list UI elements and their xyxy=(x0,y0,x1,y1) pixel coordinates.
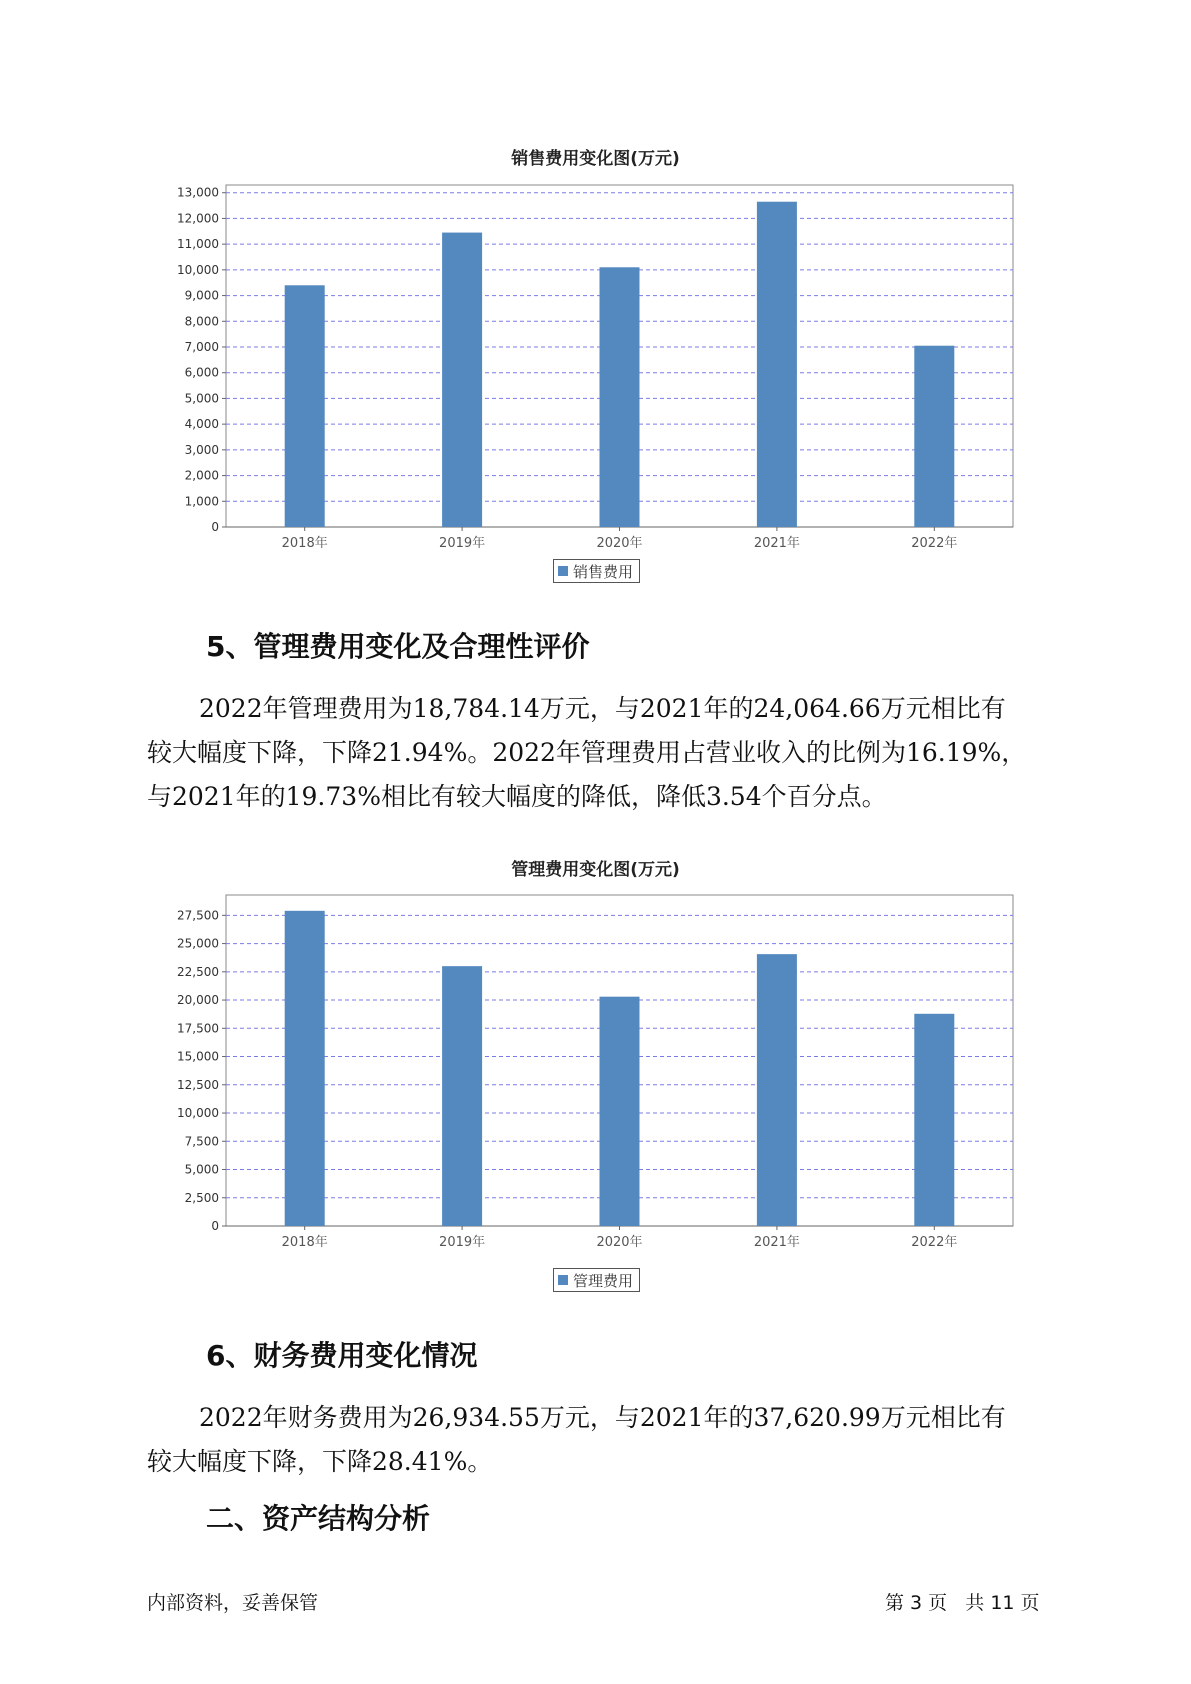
footer-page-number: 第 3 页 共 11 页 xyxy=(885,1592,1040,1614)
y-tick-label: 8,000 xyxy=(184,314,219,329)
y-tick-label: 2,500 xyxy=(184,1190,219,1205)
footer-confidential: 内部资料，妥善保管 xyxy=(147,1592,319,1614)
y-tick-label: 1,000 xyxy=(184,494,219,509)
paragraph-line: 较大幅度下降，下降21.94%。2022年管理费用占营业收入的比例为16.19%， xyxy=(147,738,1027,767)
x-tick-label: 2018年 xyxy=(281,536,328,551)
section-6-heading: 6、财务费用变化情况 xyxy=(206,1339,478,1372)
bar xyxy=(442,233,482,527)
admin-expense-chart xyxy=(0,880,1191,1250)
paragraph-line: 较大幅度下降，下降28.41%。 xyxy=(147,1447,493,1476)
y-tick-label: 27,500 xyxy=(177,908,219,923)
bar xyxy=(442,966,482,1226)
y-tick-label: 9,000 xyxy=(184,288,219,303)
chart-title-admin: 管理费用变化图(万元) xyxy=(511,860,680,880)
bar xyxy=(914,1014,954,1226)
x-tick-label: 2018年 xyxy=(281,1235,328,1250)
y-tick-label: 10,000 xyxy=(177,1106,219,1121)
x-tick-label: 2021年 xyxy=(753,1235,800,1250)
section-5-paragraph xyxy=(147,687,1047,819)
part-2-heading: 二、资产结构分析 xyxy=(206,1502,431,1535)
sales-expense-chart xyxy=(0,0,1191,560)
bar xyxy=(914,346,954,527)
chart-legend-sales xyxy=(553,559,640,583)
bar xyxy=(757,954,797,1226)
x-tick-label: 2020年 xyxy=(596,536,643,551)
x-tick-label: 2021年 xyxy=(753,536,800,551)
y-tick-label: 6,000 xyxy=(184,365,219,380)
bar xyxy=(757,202,797,527)
legend-label: 管理费用 xyxy=(573,1271,634,1290)
y-tick-label: 7,500 xyxy=(184,1134,219,1149)
section-5-heading: 5、管理费用变化及合理性评价 xyxy=(206,630,590,663)
y-tick-label: 22,500 xyxy=(177,964,219,979)
y-tick-label: 3,000 xyxy=(184,442,219,457)
chart-title-sales: 销售费用变化图(万元) xyxy=(511,149,680,169)
legend-swatch xyxy=(558,566,568,576)
y-tick-label: 5,000 xyxy=(184,1162,219,1177)
y-tick-label: 5,000 xyxy=(184,391,219,406)
paragraph-line: 2022年管理费用为18,784.14万元，与2021年的24,064.66万元相比有 xyxy=(199,694,1006,723)
y-tick-label: 0 xyxy=(211,1219,219,1233)
x-tick-label: 2022年 xyxy=(911,536,958,551)
y-tick-label: 13,000 xyxy=(177,185,219,200)
paragraph-line: 2022年财务费用为26,934.55万元，与2021年的37,620.99万元相比有 xyxy=(199,1403,1006,1432)
x-tick-label: 2019年 xyxy=(439,1235,486,1250)
bar xyxy=(600,267,640,527)
y-tick-label: 20,000 xyxy=(177,993,219,1008)
y-tick-label: 7,000 xyxy=(184,340,219,354)
bar xyxy=(285,911,325,1226)
x-tick-label: 2020年 xyxy=(596,1235,643,1250)
paragraph-line: 与2021年的19.73%相比有较大幅度的降低，降低3.54个百分点。 xyxy=(147,782,887,811)
x-tick-label: 2019年 xyxy=(439,536,486,551)
chart-legend-admin xyxy=(553,1268,640,1292)
y-tick-label: 4,000 xyxy=(184,417,219,432)
section-6-paragraph xyxy=(147,1396,1047,1484)
y-tick-label: 17,500 xyxy=(177,1021,219,1036)
y-tick-label: 11,000 xyxy=(177,237,219,252)
legend-label: 销售费用 xyxy=(573,562,634,581)
bar xyxy=(285,285,325,527)
x-tick-label: 2022年 xyxy=(911,1235,958,1250)
y-tick-label: 0 xyxy=(211,520,219,534)
legend-swatch xyxy=(558,1275,568,1285)
y-tick-label: 25,000 xyxy=(177,936,219,951)
y-tick-label: 12,500 xyxy=(177,1077,219,1092)
y-tick-label: 2,000 xyxy=(184,468,219,483)
y-tick-label: 10,000 xyxy=(177,262,219,277)
y-tick-label: 12,000 xyxy=(177,211,219,226)
bar xyxy=(600,997,640,1226)
y-tick-label: 15,000 xyxy=(177,1049,219,1064)
